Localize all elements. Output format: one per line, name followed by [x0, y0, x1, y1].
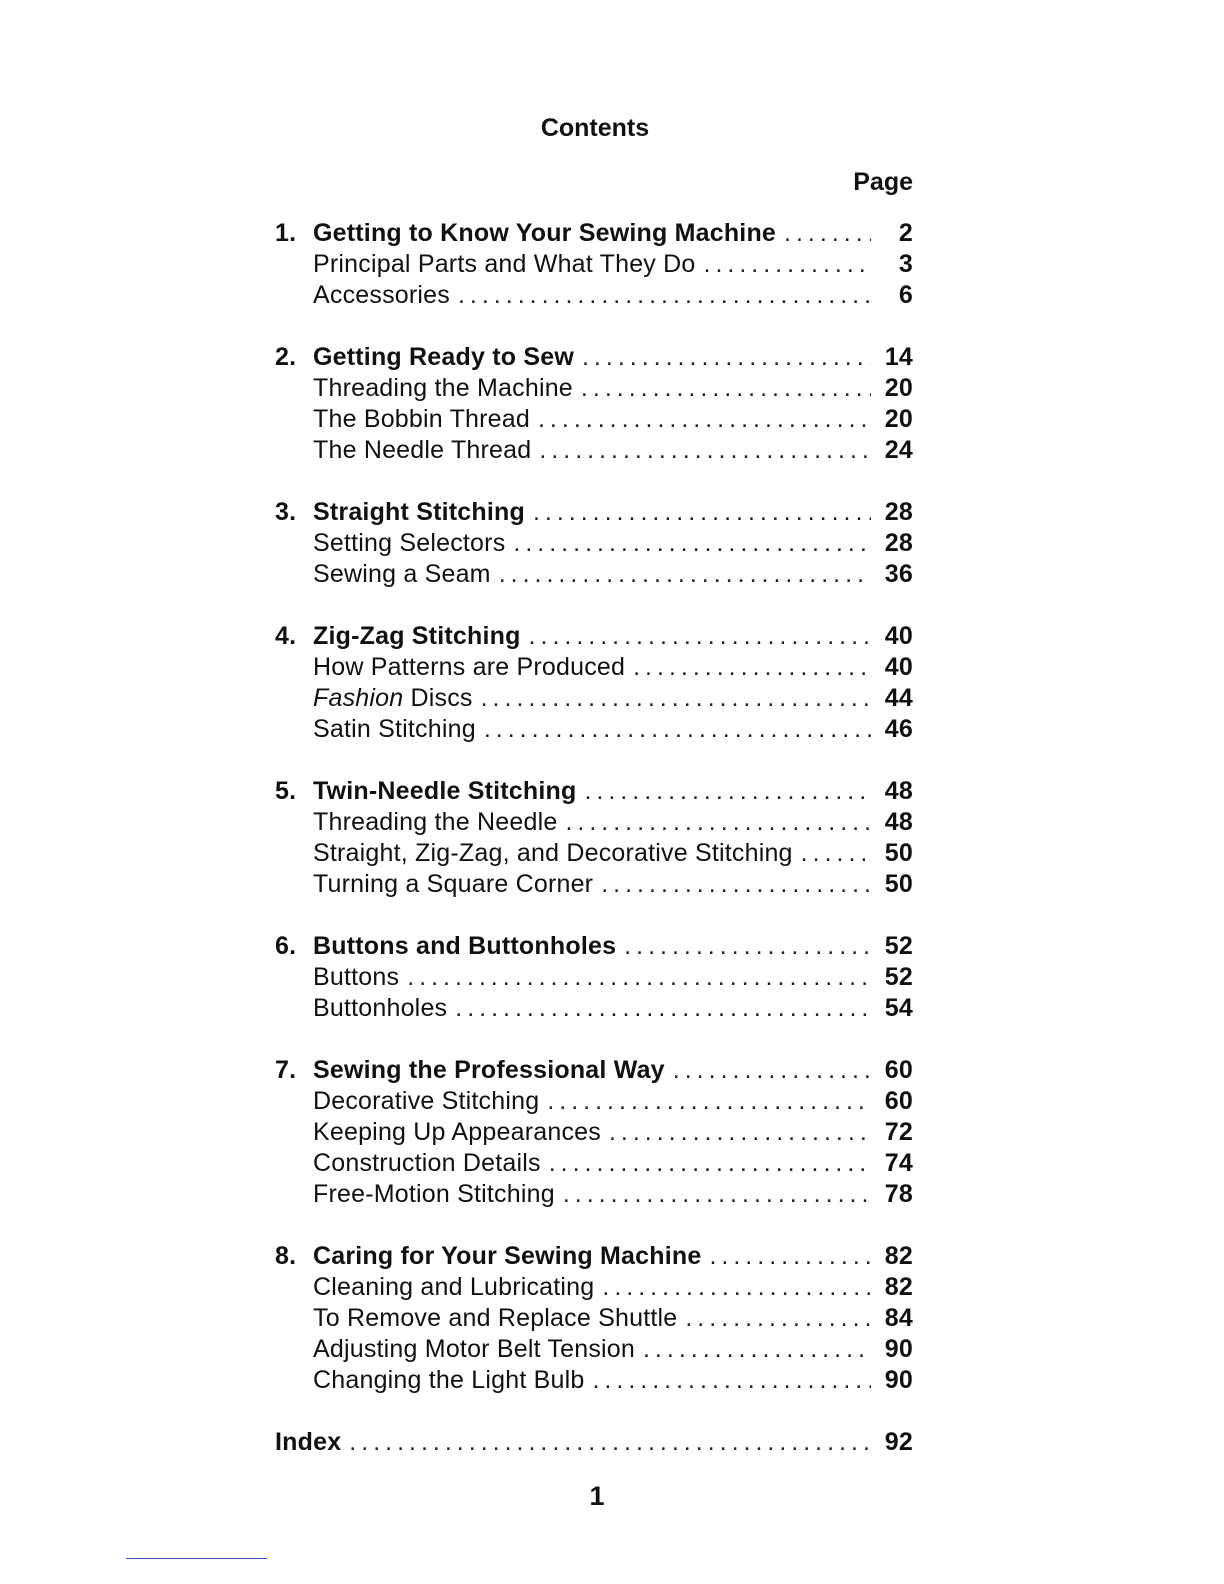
- subentry-title: [313, 1117, 601, 1148]
- subentry-title-text: Free-Motion Stitching: [313, 1180, 555, 1208]
- toc-section: [275, 1241, 913, 1396]
- dot-leader: [484, 714, 871, 745]
- subentry-title-text: Cleaning and Lubricating: [313, 1273, 595, 1301]
- subentry-page-number: 52: [884, 963, 913, 991]
- toc-chapter-entry[interactable]: [275, 218, 913, 249]
- dot-leader: [601, 869, 871, 900]
- toc-subentry[interactable]: [275, 1148, 913, 1179]
- toc-section: [275, 497, 913, 590]
- toc-subentry[interactable]: [275, 838, 913, 869]
- subentry-title-text: Satin Stitching: [313, 715, 476, 743]
- chapter-title: Sewing the Professional Way: [313, 1056, 665, 1084]
- toc-section: [275, 776, 913, 900]
- subentry-title: [313, 559, 491, 590]
- dot-leader: [801, 838, 871, 869]
- subentry-page-number: 20: [884, 405, 913, 433]
- subentry-title-text: Threading the Machine: [313, 374, 573, 402]
- toc-subentry[interactable]: [275, 1117, 913, 1148]
- toc-chapter-entry[interactable]: [275, 776, 913, 807]
- dot-leader: [624, 931, 871, 962]
- dot-leader: [592, 1365, 871, 1396]
- subentry-title-text: How Patterns are Produced: [313, 653, 626, 681]
- toc-subentry[interactable]: [275, 404, 913, 435]
- subentry-title: [313, 1086, 539, 1117]
- subentry-title-text: Principal Parts and What They Do: [313, 250, 696, 278]
- subentry-title: [313, 993, 447, 1024]
- dot-leader: [609, 1117, 871, 1148]
- subentry-title: [313, 714, 476, 745]
- dot-leader: [458, 280, 871, 311]
- subentry-title-text: The Needle Thread: [313, 436, 532, 464]
- subentry-title: [313, 869, 593, 900]
- toc-subentry[interactable]: [275, 249, 913, 280]
- toc-chapter-entry[interactable]: [275, 621, 913, 652]
- subentry-page-number: 90: [884, 1366, 913, 1394]
- dot-leader: [673, 1055, 871, 1086]
- subentry-title-text: Accessories: [313, 281, 450, 309]
- toc-chapter-entry[interactable]: [275, 497, 913, 528]
- subentry-page-number: 6: [898, 281, 913, 309]
- subentry-title: [313, 683, 473, 714]
- subentry-title: [313, 652, 625, 683]
- toc-subentry[interactable]: [275, 280, 913, 311]
- toc-subentry[interactable]: [275, 435, 913, 466]
- toc-subentry[interactable]: [275, 1272, 913, 1303]
- page-title: Contents: [540, 114, 650, 142]
- subentry-page-number: 60: [884, 1087, 913, 1115]
- chapter-number: 7.: [275, 1056, 297, 1084]
- toc-subentry[interactable]: [275, 1365, 913, 1396]
- chapter-number: 3.: [275, 498, 297, 526]
- subentry-title: [313, 435, 531, 466]
- subentry-title-text: Sewing a Seam: [313, 560, 491, 588]
- subentry-page-number: 84: [884, 1304, 913, 1332]
- subentry-page-number: 40: [884, 653, 913, 681]
- dot-leader: [563, 1179, 871, 1210]
- chapter-title: Caring for Your Sewing Machine: [313, 1242, 702, 1270]
- dot-leader: [538, 404, 871, 435]
- subentry-page-number: 90: [884, 1335, 913, 1363]
- dot-leader: [582, 342, 871, 373]
- subentry-page-number: 24: [884, 436, 913, 464]
- dot-leader: [513, 528, 871, 559]
- page-number-footer: 1: [589, 1481, 605, 1511]
- toc-subentry[interactable]: [275, 869, 913, 900]
- subentry-title: [313, 373, 573, 404]
- toc-subentry[interactable]: [275, 1303, 913, 1334]
- dot-leader: [455, 993, 871, 1024]
- index-page-number: 92: [884, 1428, 913, 1456]
- dot-leader: [709, 1241, 871, 1272]
- chapter-title: Straight Stitching: [313, 498, 525, 526]
- chapter-page-number: 52: [884, 932, 913, 960]
- toc-chapter-entry[interactable]: [275, 342, 913, 373]
- chapter-page-number: 48: [884, 777, 913, 805]
- chapter-number: 5.: [275, 777, 297, 805]
- subentry-title: [313, 249, 696, 280]
- subentry-page-number: 72: [884, 1118, 913, 1146]
- subentry-title: [313, 1365, 584, 1396]
- subentry-title-text: Threading the Needle: [313, 808, 558, 836]
- subentry-title: [313, 1179, 555, 1210]
- dot-leader: [685, 1303, 871, 1334]
- chapter-page-number: 60: [884, 1056, 913, 1084]
- toc-subentry[interactable]: [275, 652, 913, 683]
- chapter-title: Getting to Know Your Sewing Machine: [313, 219, 777, 247]
- toc-section: [275, 621, 913, 745]
- dot-leader: [549, 1148, 871, 1179]
- subentry-title: [313, 1148, 541, 1179]
- chapter-page-number: 2: [898, 219, 913, 247]
- subentry-title: [313, 962, 399, 993]
- subentry-page-number: 82: [884, 1273, 913, 1301]
- subentry-page-number: 36: [884, 560, 913, 588]
- toc-chapter-entry[interactable]: [275, 1055, 913, 1086]
- dot-leader: [602, 1272, 871, 1303]
- subentry-page-number: 78: [884, 1180, 913, 1208]
- dot-leader: [565, 807, 871, 838]
- toc-index-entry[interactable]: [275, 1427, 913, 1458]
- subentry-page-number: 50: [884, 870, 913, 898]
- dot-leader: [704, 249, 872, 280]
- chapter-title: Getting Ready to Sew: [313, 343, 574, 371]
- dot-leader: [533, 497, 871, 528]
- subentry-title-text: Buttonholes: [313, 994, 448, 1022]
- dot-leader: [349, 1427, 871, 1458]
- toc-subentry[interactable]: [275, 807, 913, 838]
- subentry-title-text: Discs: [403, 684, 473, 712]
- subentry-title: [313, 1272, 594, 1303]
- subentry-title: [313, 1303, 677, 1334]
- subentry-title-text: Turning a Square Corner: [313, 870, 594, 898]
- subentry-title-text: To Remove and Replace Shuttle: [313, 1304, 678, 1332]
- dot-leader: [539, 435, 871, 466]
- chapter-page-number: 40: [884, 622, 913, 650]
- subentry-page-number: 3: [898, 250, 913, 278]
- dot-leader: [584, 776, 871, 807]
- subentry-title: [313, 1334, 635, 1365]
- toc-subentry[interactable]: [275, 1334, 913, 1365]
- subentry-title-text: Buttons: [313, 963, 400, 991]
- dot-leader: [581, 373, 871, 404]
- scan-edge-line: [126, 1558, 267, 1559]
- subentry-title-text: Construction Details: [313, 1149, 541, 1177]
- toc-section: [275, 931, 913, 1024]
- toc-subentry[interactable]: [275, 373, 913, 404]
- chapter-title: Zig-Zag Stitching: [313, 622, 521, 650]
- subentry-page-number: 20: [884, 374, 913, 402]
- chapter-page-number: 82: [884, 1242, 913, 1270]
- subentry-page-number: 50: [884, 839, 913, 867]
- subentry-title-text: Decorative Stitching: [313, 1087, 540, 1115]
- index-label: Index: [275, 1428, 342, 1456]
- chapter-number: 8.: [275, 1242, 297, 1270]
- subentry-title-text: Adjusting Motor Belt Tension: [313, 1335, 635, 1363]
- subentry-page-number: 28: [884, 529, 913, 557]
- dot-leader: [407, 962, 871, 993]
- page-column-header: Page: [853, 168, 913, 196]
- subentry-page-number: 54: [884, 994, 913, 1022]
- subentry-title: [313, 280, 450, 311]
- toc-subentry[interactable]: [275, 683, 913, 714]
- subentry-title-text: Keeping Up Appearances: [313, 1118, 601, 1146]
- subentry-page-number: 48: [884, 808, 913, 836]
- dot-leader: [499, 559, 871, 590]
- toc-subentry[interactable]: [275, 528, 913, 559]
- toc-section: [275, 342, 913, 466]
- subentry-page-number: 44: [884, 684, 913, 712]
- chapter-number: 1.: [275, 219, 297, 247]
- chapter-number: 2.: [275, 343, 297, 371]
- toc-section: [275, 1055, 913, 1210]
- subentry-page-number: 74: [884, 1149, 913, 1177]
- toc-chapter-entry[interactable]: [275, 1241, 913, 1272]
- dot-leader: [481, 683, 871, 714]
- toc-subentry[interactable]: [275, 993, 913, 1024]
- chapter-page-number: 28: [884, 498, 913, 526]
- toc-subentry[interactable]: [275, 962, 913, 993]
- chapter-title: Buttons and Buttonholes: [313, 932, 617, 960]
- toc-chapter-entry[interactable]: [275, 931, 913, 962]
- toc-subentry[interactable]: [275, 1179, 913, 1210]
- dot-leader: [784, 218, 871, 249]
- chapter-number: 4.: [275, 622, 297, 650]
- subentry-page-number: 46: [884, 715, 913, 743]
- dot-leader: [547, 1086, 871, 1117]
- table-of-contents: [275, 218, 913, 1458]
- toc-subentry[interactable]: [275, 714, 913, 745]
- subentry-title-text: The Bobbin Thread: [313, 405, 530, 433]
- chapter-page-number: 14: [884, 343, 913, 371]
- subentry-title-text: Straight, Zig-Zag, and Decorative Stitching: [313, 839, 793, 867]
- chapter-title: Twin-Needle Stitching: [313, 777, 577, 805]
- subentry-title-text: Setting Selectors: [313, 529, 506, 557]
- toc-subentry[interactable]: [275, 1086, 913, 1117]
- dot-leader: [633, 652, 871, 683]
- subentry-title: [313, 838, 793, 869]
- subentry-title-italic: Fashion: [313, 684, 404, 712]
- chapter-number: 6.: [275, 932, 297, 960]
- subentry-title: [313, 528, 505, 559]
- subentry-title-text: Changing the Light Bulb: [313, 1366, 585, 1394]
- toc-subentry[interactable]: [275, 559, 913, 590]
- dot-leader: [529, 621, 871, 652]
- subentry-title: [313, 404, 530, 435]
- toc-section: [275, 218, 913, 311]
- dot-leader: [643, 1334, 871, 1365]
- subentry-title: [313, 807, 557, 838]
